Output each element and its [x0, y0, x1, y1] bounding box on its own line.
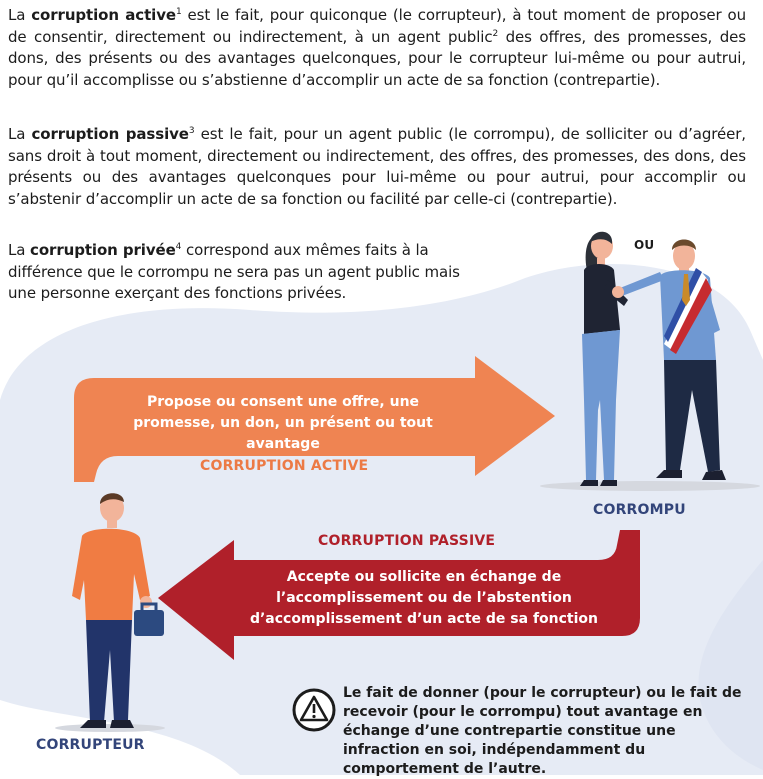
para-lead: La	[8, 241, 31, 259]
footnote-ref: 3	[188, 126, 195, 136]
orange-arrow-text: Propose ou consent une offre, une promesse, un don, un présent ou tout avantage	[133, 394, 433, 452]
warning-text: Le fait de donner (pour le corrupteur) ou le fait de recevoir (pour le corrompu) tout avantage en échange d’une contrepartie constitue une infraction en soi, indépendamment du comportement de l’autre.	[343, 685, 742, 777]
footnote-ref: 2	[492, 28, 499, 39]
label-corrupteur: CORRUPTEUR	[36, 737, 145, 753]
red-arrow-text: Accepte ou sollicite en échange de l’accomplissement ou de l’abstention d’accomplissement d’un acte de sa fonction	[249, 569, 599, 627]
term-corruption-active: corruption active	[31, 6, 176, 24]
para-text: correspond aux mêmes faits à la différence que le corrompu ne sera pas un agent public mais une personne exerçant des fonctions privées.	[8, 241, 460, 302]
official-figure	[612, 240, 726, 481]
footnote-ref: 4	[175, 242, 182, 252]
term-corruption-passive: corruption passive	[31, 125, 189, 143]
label-ou: OU	[634, 238, 655, 252]
corrupteur-figure	[72, 493, 164, 728]
warning-triangle-icon	[292, 688, 336, 732]
para-text: des offres, des promesses, des dons, des présents ou des avantages quelconques, pour le corrupteur lui-même ou pour autrui, pour qu’il accomplisse ou s’abstienne d’accomplir un acte de sa fonction (contrepartie).	[8, 27, 746, 89]
para-text: est le fait, pour un agent public (le corrompu), de solliciter ou d’agréer, sans droit à tout moment, directement ou indirectement, des offres, des promesses, des dons, des présents ou des avantages quelconques pour lui-même ou pour autrui, pour accomplir ou s’abstenir d’accomplir un acte de sa fonction ou facilité par celle-ci (contrepartie).	[8, 125, 746, 208]
footnote-ref: 1	[175, 7, 182, 17]
para-text: est le fait, pour quiconque (le corrupteur), à tout moment de proposer ou de consentir, directement ou indirectement, à un agent public	[8, 6, 746, 46]
para-lead: La	[8, 6, 32, 24]
label-corrompu: CORROMPU	[593, 502, 686, 518]
woman-figure	[580, 232, 628, 486]
term-corruption-privee: corruption privée	[30, 241, 176, 259]
label-corruption-active: CORRUPTION ACTIVE	[200, 458, 369, 474]
figure-shadow	[540, 481, 760, 491]
label-corruption-passive: CORRUPTION PASSIVE	[318, 533, 496, 549]
para-lead: La	[8, 125, 32, 143]
